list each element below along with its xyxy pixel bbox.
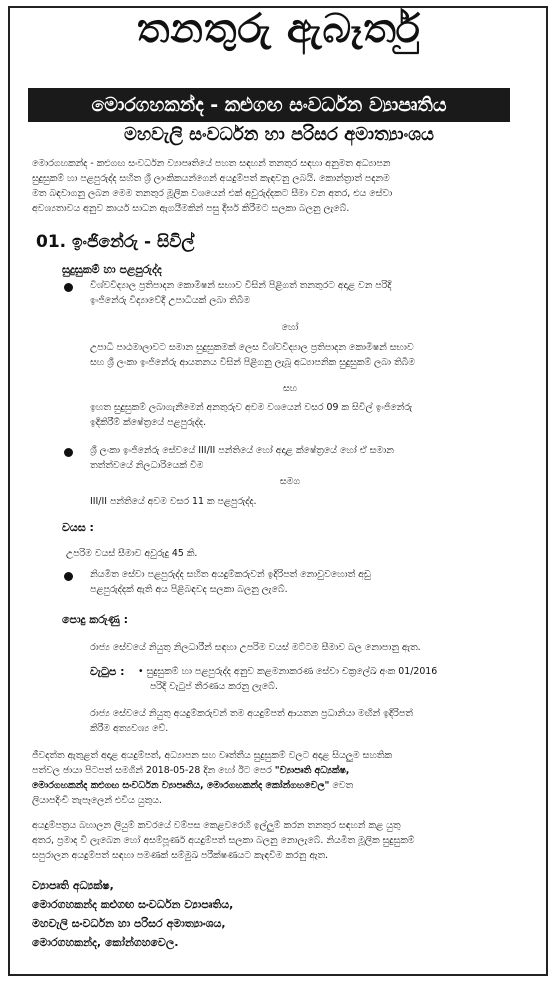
age-note [90, 567, 530, 597]
signature-line: මහවැලි සංවර්ධන හා පරිසර අමාත්‍යාංශය, [32, 917, 226, 930]
qualification-line: සහ ශ්‍රී ලංකා ඉංජිනේරු ආයතනය විසින් පිළිගනු ලැබූ අධ්‍යාපනික සුදුසුකම් ලබා තිබීම [90, 357, 416, 368]
general-note [90, 706, 530, 736]
qualification-line: ඉහත සුදුසුකම් ලබාගැනීමෙන් අනතුරුව අවම වශයෙන් වසර 09 ක සිවිල් ඉංජිනේරු [90, 402, 413, 413]
signature-block [32, 876, 532, 952]
note-line: අතර, ප්‍රමාද වී ලැබෙන හෝ අසම්පූර්ණ අයදුම්පත් සලකා බලනු නොලැබේ. නියමිත මූලික සුදුසුකම් [32, 835, 415, 846]
apply-text: පත්වල ඡායා පිටපත් සමගින් 2018-05-28 දින හෝ ඊට පෙර [32, 765, 275, 776]
salary-line: පරිදි වැටුප් තීරණය කරනු ලැබේ. [150, 681, 278, 692]
apply-line: ජීවදත්ත ඇතුළත් අදාළ අයදුම්පත්, අධ්‍යාපන සහ වෘත්තීය සුදුසුකම් වලට අදාළ සියලුම සහතික [32, 750, 392, 761]
note-line: අයදුම්පත්‍රය බහාලන ලියුම් කවරයේ වම්පස කෙළවරෙහි ඉල්ලුම් කරන තනතුර සඳහන් කළ යුතු [32, 820, 401, 831]
qualification-line: ඉදිකිරීම් ක්ෂේත්‍රයේ පළපුරුද්ද. [90, 417, 207, 428]
salary-label: වැටුප : [90, 665, 125, 678]
or-separator: හෝ [281, 322, 299, 333]
application-instructions [32, 748, 532, 808]
intro-line: අවශ්‍යතාවය අනුව කාර්ය සාධන ඇගයීමකින් පසු දීර්ඝ කිරීමට සලකා බලනු ලැබේ. [32, 203, 350, 214]
intro-paragraph [32, 156, 532, 216]
post-title: 01. ඉංජිනේරු - සිවිල් [36, 232, 195, 252]
note-paragraph [32, 818, 532, 863]
apply-line [32, 778, 532, 793]
signature-line: මොරගහකන්ද කළුගඟ සංවර්ධන ව්‍යාපෘතිය, [32, 898, 234, 911]
intro-line: සුදුසුකම් හා පළපුරුද්ද සහිත ශ්‍රී ලාංකිකයන්ගෙන් අයදුම්පත් කැඳවනු ලබයි. කොන්ත්‍රාත් පදනම [32, 173, 390, 184]
qualification-line: විශ්වවිද්‍යාල ප්‍රතිපාදන කොමිෂන් සභාව විසින් පිළිගත් තනතුරට අදාළ වන පරිදි [90, 280, 392, 291]
apply-line: ලියාපදිංචි තැපෑලෙන් එවිය යුතුය. [32, 795, 162, 806]
qualification-line: ශ්‍රී ලංකා ඉංජිනේරු සේවයේ III/II පන්තියේ හෝ අදාළ ක්ෂේත්‍රයේ හෝ ඒ සමාන [90, 445, 394, 456]
age-limit: උපරිම වයස් සීමාව අවුරුදු 45 කි. [66, 548, 198, 559]
project-banner: මොරගහකන්ද - කළුගඟ සංවර්ධන ව්‍යාපෘතිය [28, 88, 510, 122]
age-line: පළපුරුද්දක් ඇති අය පිළිබඳවද සලකා බලනු ලැබේ. [90, 584, 288, 595]
signature-line: ව්‍යාපෘති අධ්‍යක්ෂ, [32, 879, 114, 892]
qualification-block-3 [90, 400, 530, 430]
bullet-icon [64, 448, 73, 457]
qualification-block-4 [90, 443, 530, 473]
apply-line [32, 763, 532, 778]
signature-line: මොරගහකන්ද, කෝන්ගහවෙල. [32, 936, 179, 949]
age-heading: වයස : [62, 521, 94, 534]
salary-line: • සුදුසුකම් හා පළපුරුද්ද අනුව කළමනාකරණ සේවා චක්‍රලේඛ අංක 01/2016 [138, 666, 438, 677]
qualification-line: උපාධි පාඨමාලාවට සමාන සුදුසුකමක් ලෙස විශ්වවිද්‍යාල ප්‍රතිපාදන කොමිෂන් සභාව [90, 342, 414, 353]
apply-text: වෙත [329, 780, 354, 791]
age-line: නියමිත සේවා පළපුරුද්ද සහිත අයදුම්කරුවන් ඉදිරිපත් නොවුවහොත් අඩු [90, 569, 371, 580]
ministry-heading: මහවැලි සංවර්ධන හා පරිසර අමාත්‍යාංශය [124, 124, 434, 145]
qualification-line: තත්ත්වයේ නිලධාරියෙක් වීම [90, 460, 204, 471]
qualification-line: ඉංජිනේරු විද්‍යාවේදී උපාධියක් ලබා තිබීම [90, 295, 251, 306]
intro-line: මත බඳවාගනු ලබන මෙම තනතුර මූලික වශයෙන් එක් අවුරුද්දකට සීමා වන අතර, එය සේවා [32, 188, 393, 199]
general-heading: පොදු කරුණු : [62, 613, 128, 626]
salary-text [138, 664, 528, 694]
qualification-block-1 [90, 278, 530, 308]
intro-line: මොරගහකන්ද - කළුගඟ සංවර්ධන ව්‍යාපෘතියේ පහත සඳහන් තනතුර සඳහා අනුමත අධ්‍යාපන [32, 158, 391, 169]
page-title: තනතුරු ඇබෑර්තු [137, 6, 421, 52]
apply-address: මොරගහකන්ද කළුගඟ සංවර්ධන ව්‍යාපෘතිය, මොරගහකන්ද කෝන්ගහවෙල" [32, 780, 330, 791]
with-separator: සමග [279, 476, 301, 487]
qualifications-heading: සුදුසුකම් හා පළපුරුද්ද [62, 263, 162, 276]
apply-address: "ව්‍යාපෘති අධ්‍යක්ෂ, [274, 765, 350, 776]
qualification-line: III/II පන්තියේ අවම වසර 11 ක පළපුරුද්ද. [90, 496, 257, 507]
general-line: රාජ්‍ය සේවයේ නියුතු අයදුම්කරුවන් තම අයදුම්පත් ආයතන ප්‍රධානියා මඟින් ඉදිරිපත් [90, 708, 413, 719]
qualification-block-2 [90, 340, 530, 370]
bullet-icon [64, 572, 73, 581]
bullet-icon [64, 283, 73, 292]
note-line: සපුරාලන අයදුම්පත් සඳහා පමණක් සම්මුඛ පරීක්ෂණයට කැඳවීම කරනු ඇත. [32, 850, 329, 861]
general-line: රාජ්‍ය සේවයේ නියුතු නිලධාරීන් සඳහා උපරිම වයස් මට්ටම සීමාව බල නොපානු ඇත. [90, 642, 421, 653]
general-line: කිරීම අත්‍යවශ්‍ය වේ. [90, 723, 169, 734]
and-separator: සහ [282, 383, 298, 394]
